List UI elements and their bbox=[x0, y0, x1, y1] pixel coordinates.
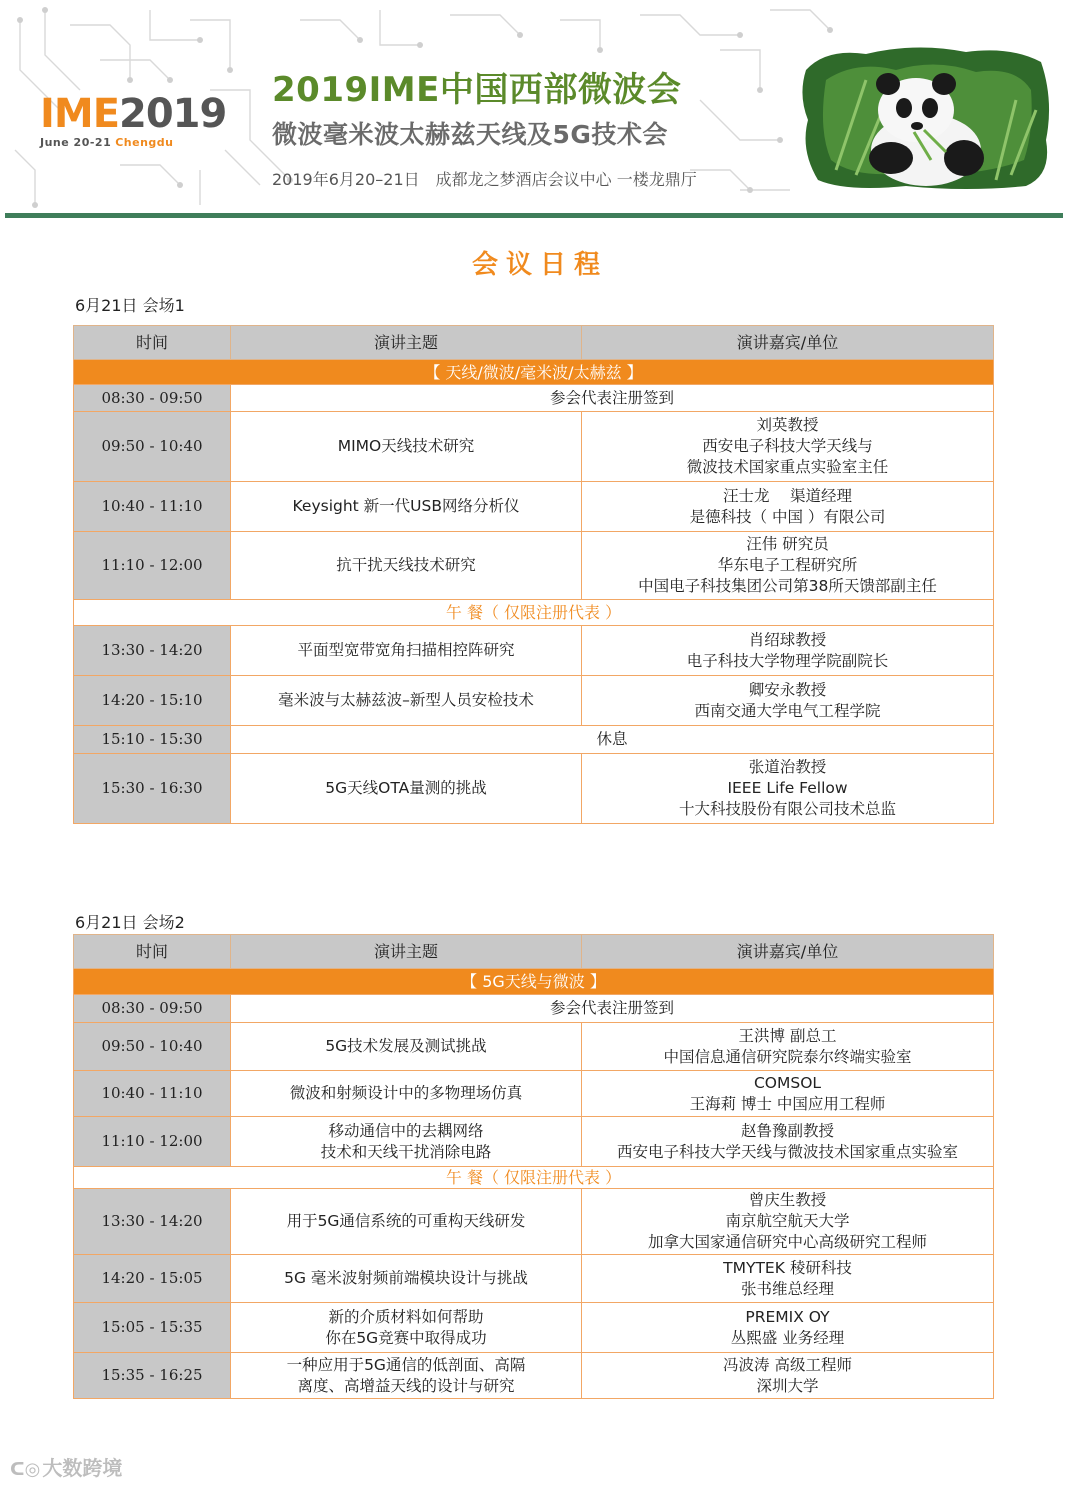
column-header-time: 时间 bbox=[74, 326, 231, 360]
watermark-text: 大数跨境 bbox=[42, 1456, 123, 1480]
activity-cell: 参会代表注册签到 bbox=[231, 385, 994, 412]
lunch-row bbox=[74, 1167, 994, 1189]
speaker-cell-line: 西南交通大学电气工程学院 bbox=[694, 701, 881, 720]
topic-cell-line: 微波和射频设计中的多物理场仿真 bbox=[289, 1084, 523, 1102]
topic-cell-line: 5G技术发展及测试挑战 bbox=[325, 1037, 487, 1055]
speaker-cell-line: 刘英教授 bbox=[756, 416, 819, 434]
lunch-row bbox=[74, 600, 994, 626]
time-cell: 15:30 - 16:30 bbox=[74, 754, 231, 824]
speaker-cell-line: 中国电子科技集团公司第38所天馈部副主任 bbox=[638, 577, 937, 595]
speaker-cell-line: 西安电子科技大学天线与微波技术国家重点实验室 bbox=[616, 1142, 958, 1161]
schedule-table bbox=[73, 934, 994, 1399]
speaker-cell-line: 赵鲁豫副教授 bbox=[740, 1121, 834, 1140]
table-row bbox=[74, 754, 994, 824]
speaker-cell bbox=[582, 1023, 994, 1071]
speaker-cell-line: PREMIX OY bbox=[745, 1307, 830, 1326]
column-header-topic: 演讲主题 bbox=[231, 935, 582, 969]
column-header-speaker: 演讲嘉宾/单位 bbox=[582, 935, 994, 969]
topic-cell-line: 一种应用于5G通信的低剖面、高隔 bbox=[286, 1355, 526, 1374]
time-cell: 11:10 - 12:00 bbox=[74, 1117, 231, 1167]
table-row bbox=[74, 1303, 994, 1353]
speaker-cell bbox=[582, 1255, 994, 1303]
topic-cell bbox=[231, 1023, 582, 1071]
column-header-topic: 演讲主题 bbox=[231, 326, 582, 360]
topic-cell-line: 技术和天线干扰消除电路 bbox=[320, 1142, 492, 1161]
topic-cell bbox=[231, 754, 582, 824]
table-row bbox=[74, 482, 994, 532]
table-row bbox=[74, 995, 994, 1023]
topic-cell-line: 平面型宽带宽角扫描相控阵研究 bbox=[297, 641, 515, 659]
table-row bbox=[74, 385, 994, 412]
speaker-cell-line: 王海莉 博士 中国应用工程师 bbox=[689, 1094, 886, 1113]
logo-city: Chengdu bbox=[115, 136, 174, 149]
table-header-row bbox=[74, 935, 994, 969]
agenda-title: 会议日程 bbox=[471, 250, 608, 280]
time-cell: 09:50 - 10:40 bbox=[74, 1023, 231, 1071]
topic-cell-line: Keysight 新一代USB网络分析仪 bbox=[292, 497, 520, 515]
speaker-cell-line: 王洪博 副总工 bbox=[738, 1026, 837, 1045]
table-row bbox=[74, 1189, 994, 1255]
time-cell: 10:40 - 11:10 bbox=[74, 1071, 231, 1117]
speaker-cell-line: 汪士龙 渠道经理 bbox=[723, 486, 852, 505]
watermark-icon: ᑕ◎ bbox=[10, 1459, 41, 1480]
speaker-cell bbox=[582, 1303, 994, 1353]
speaker-cell bbox=[582, 1071, 994, 1117]
lunch-break-label: 午 餐（ 仅限注册代表 ） bbox=[74, 1167, 994, 1189]
topic-cell bbox=[231, 1303, 582, 1353]
speaker-cell bbox=[582, 626, 994, 676]
speaker-cell-line: 十大科技股份有限公司技术总监 bbox=[678, 800, 896, 818]
track-title: 【 天线/微波/毫米波/太赫兹 】 bbox=[74, 360, 994, 385]
topic-cell bbox=[231, 626, 582, 676]
speaker-cell-line: 丛熙盛 业务经理 bbox=[730, 1328, 845, 1347]
table-row bbox=[74, 532, 994, 600]
topic-cell-line: 5G 毫米波射频前端模块设计与挑战 bbox=[284, 1269, 528, 1287]
speaker-cell bbox=[582, 532, 994, 600]
topic-cell bbox=[231, 1117, 582, 1167]
speaker-cell-line: TMYTEK 稜研科技 bbox=[723, 1258, 852, 1277]
speaker-cell-line: 汪伟 研究员 bbox=[746, 535, 829, 553]
logo-year: 2019 bbox=[119, 91, 227, 137]
column-header-time: 时间 bbox=[74, 935, 231, 969]
time-cell: 15:10 - 15:30 bbox=[74, 726, 231, 754]
topic-cell-line: 离度、高增益天线的设计与研究 bbox=[297, 1376, 515, 1395]
ime-logo bbox=[40, 91, 227, 149]
speaker-cell-line: 是德科技（ 中国 ）有限公司 bbox=[689, 507, 886, 526]
header-divider bbox=[5, 213, 1063, 218]
time-cell: 08:30 - 09:50 bbox=[74, 995, 231, 1023]
conference-venue: 2019年6月20–21日 成都龙之梦酒店会议中心 一楼龙鼎厅 bbox=[272, 170, 697, 189]
speaker-cell bbox=[582, 1189, 994, 1255]
table-row bbox=[74, 1023, 994, 1071]
speaker-cell-line: IEEE Life Fellow bbox=[727, 779, 848, 797]
activity-cell: 参会代表注册签到 bbox=[231, 995, 994, 1023]
column-header-speaker: 演讲嘉宾/单位 bbox=[582, 326, 994, 360]
table-row bbox=[74, 676, 994, 726]
time-cell: 14:20 - 15:10 bbox=[74, 676, 231, 726]
time-cell: 13:30 - 14:20 bbox=[74, 626, 231, 676]
topic-cell-line: 毫米波与太赫兹波–新型人员安检技术 bbox=[278, 691, 534, 709]
table-row bbox=[74, 626, 994, 676]
speaker-cell bbox=[582, 676, 994, 726]
speaker-cell-line: 南京航空航天大学 bbox=[725, 1212, 850, 1230]
session-label: 6月21日 会场2 bbox=[75, 913, 185, 932]
speaker-cell-line: 微波技术国家重点实验室主任 bbox=[686, 458, 889, 476]
table-row bbox=[74, 1353, 994, 1399]
logo-date: June 20-21 bbox=[40, 136, 112, 149]
speaker-cell-line: COMSOL bbox=[753, 1073, 822, 1092]
topic-cell bbox=[231, 1255, 582, 1303]
topic-cell-line: MIMO天线技术研究 bbox=[337, 437, 475, 455]
topic-cell bbox=[231, 412, 582, 482]
schedule-table bbox=[73, 325, 994, 824]
track-row bbox=[74, 969, 994, 995]
topic-cell bbox=[231, 482, 582, 532]
table-row bbox=[74, 726, 994, 754]
speaker-cell-line: 加拿大国家通信研究中心高级研究工程师 bbox=[647, 1233, 927, 1251]
topic-cell bbox=[231, 1353, 582, 1399]
conference-title: 2019IME中国西部微波会 bbox=[272, 70, 682, 110]
topic-cell-line: 移动通信中的去耦网络 bbox=[328, 1121, 484, 1140]
lunch-break-label: 午 餐（ 仅限注册代表 ） bbox=[74, 600, 994, 626]
topic-cell bbox=[231, 1071, 582, 1117]
speaker-cell bbox=[582, 412, 994, 482]
time-cell: 15:35 - 16:25 bbox=[74, 1353, 231, 1399]
speaker-cell-line: 卿安永教授 bbox=[748, 680, 827, 699]
time-cell: 14:20 - 15:05 bbox=[74, 1255, 231, 1303]
track-row bbox=[74, 360, 994, 385]
topic-cell-line: 你在5G竞赛中取得成功 bbox=[325, 1328, 487, 1347]
session-label: 6月21日 会场1 bbox=[75, 296, 185, 315]
time-cell: 15:05 - 15:35 bbox=[74, 1303, 231, 1353]
speaker-cell-line: 张道治教授 bbox=[748, 758, 827, 776]
activity-cell: 休息 bbox=[231, 726, 994, 754]
table-row bbox=[74, 1071, 994, 1117]
time-cell: 13:30 - 14:20 bbox=[74, 1189, 231, 1255]
topic-cell bbox=[231, 676, 582, 726]
page-header bbox=[0, 0, 1080, 222]
speaker-cell-line: 冯波涛 高级工程师 bbox=[723, 1355, 852, 1374]
speaker-cell-line: 张书维总经理 bbox=[740, 1279, 834, 1298]
speaker-cell-line: 曾庆生教授 bbox=[748, 1191, 827, 1209]
table-row bbox=[74, 412, 994, 482]
logo-brand: IME bbox=[40, 91, 120, 137]
table-row bbox=[74, 1117, 994, 1167]
speaker-cell-line: 中国信息通信研究院泰尔终端实验室 bbox=[663, 1047, 912, 1066]
speaker-cell-line: 西安电子科技大学天线与 bbox=[702, 437, 873, 455]
time-cell: 08:30 - 09:50 bbox=[74, 385, 231, 412]
speaker-cell-line: 华东电子工程研究所 bbox=[717, 556, 858, 574]
speaker-cell bbox=[582, 1117, 994, 1167]
panda-image bbox=[796, 40, 1056, 192]
table-row bbox=[74, 1255, 994, 1303]
topic-cell bbox=[231, 1189, 582, 1255]
table-header-row bbox=[74, 326, 994, 360]
speaker-cell bbox=[582, 482, 994, 532]
speaker-cell bbox=[582, 1353, 994, 1399]
topic-cell bbox=[231, 532, 582, 600]
time-cell: 09:50 - 10:40 bbox=[74, 412, 231, 482]
speaker-cell bbox=[582, 754, 994, 824]
topic-cell-line: 抗干扰天线技术研究 bbox=[336, 556, 476, 574]
time-cell: 11:10 - 12:00 bbox=[74, 532, 231, 600]
topic-cell-line: 新的介质材料如何帮助 bbox=[328, 1307, 484, 1326]
topic-cell-line: 用于5G通信系统的可重构天线研发 bbox=[286, 1212, 526, 1230]
speaker-cell-line: 肖绍球教授 bbox=[748, 630, 827, 649]
track-title: 【 5G天线与微波 】 bbox=[74, 969, 994, 995]
watermark bbox=[10, 1452, 122, 1481]
time-cell: 10:40 - 11:10 bbox=[74, 482, 231, 532]
topic-cell-line: 5G天线OTA量测的挑战 bbox=[325, 779, 487, 797]
conference-subtitle: 微波毫米波太赫兹天线及5G技术会 bbox=[272, 120, 668, 149]
speaker-cell-line: 深圳大学 bbox=[756, 1376, 819, 1395]
speaker-cell-line: 电子科技大学物理学院副院长 bbox=[686, 651, 889, 670]
